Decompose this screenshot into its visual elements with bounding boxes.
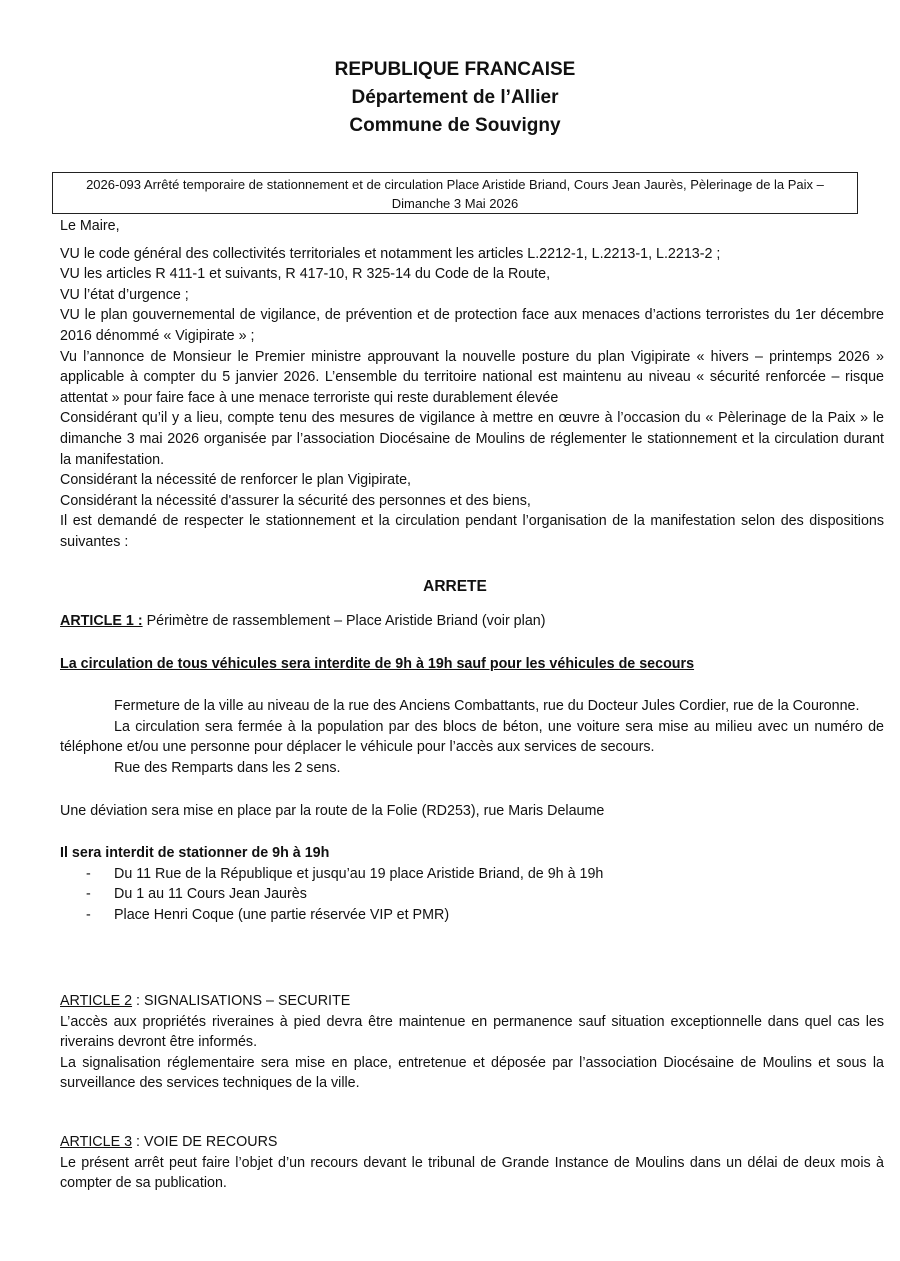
voie-de-recours: Le présent arrêt peut faire l’objet d’un recours devant le tribunal de Grande Instance de Moulins dans un délai de deux mois à compter de sa publication. — [60, 1154, 884, 1192]
fermeture-ville: Fermeture de la ville au niveau de la rue des Anciens Combattants, rue du Docteur Jules Cordier, rue de la Couronne. — [114, 698, 860, 715]
article-2-title: : SIGNALISATIONS – SECURITE — [132, 993, 351, 1009]
header-departement: Département de l’Allier — [351, 87, 559, 108]
considerant-vigipirate: Considérant la nécessité de renforcer le plan Vigipirate, — [60, 472, 412, 489]
arrete-reference-text: 2026-093 Arrêté temporaire de stationnement et de circulation Place Aristide Briand, Cours Jean Jaurès, Pèlerinage de la Paix – Dimanche 3 Mai 2026 — [86, 177, 824, 211]
vu-plan-vigipirate: VU le plan gouvernemental de vigilance, de prévention et de protection face aux menaces d’actions terroristes du 1er décembre 2016 dénommé « Vigipirate » ; — [60, 307, 884, 344]
list-item: - Place Henri Coque (une partie réservée VIP et PMR) — [60, 905, 884, 926]
article-1 — [60, 611, 884, 926]
arrete-reference-box — [52, 172, 858, 214]
list-item: - Du 11 Rue de la République et jusqu’au 19 place Aristide Briand, de 9h à 19h — [60, 864, 884, 885]
article-1-title: Périmètre de rassemblement – Place Aristide Briand (voir plan) — [142, 613, 546, 629]
arrete-title: ARRETE — [423, 578, 487, 595]
acces-riverains: L’accès aux propriétés riveraines à pied devra être maintenue en permanence sauf situation exceptionnelle dans quel cas les riverains devront être informés. — [60, 1013, 884, 1051]
considerant-securite: Considérant la nécessité d'assurer la sécurité des personnes et des biens, — [60, 492, 531, 509]
article-1-label: ARTICLE 1 : — [60, 613, 143, 629]
le-maire: Le Maire, — [60, 218, 120, 234]
article-3 — [60, 1132, 884, 1194]
signalisation: La signalisation réglementaire sera mise en place, entretenue et déposée par l’association Diocésaine de Moulins et sous la surveillance des services techniques de la ville. — [60, 1054, 884, 1092]
demande-respect: Il est demandé de respecter le stationnement et la circulation pendant l’organisation de la manifestation selon des dispositions suivantes : — [60, 513, 884, 550]
considerant-mesures: Considérant qu’il y a lieu, compte tenu des mesures de vigilance à mettre en œuvre à l’occasion du « Pèlerinage de la Paix » le dimanche 3 mai 2026 organisée par l’association Diocésaine de Moulins de réglementer le stationnement et la circulation durant la manifestation. — [60, 410, 884, 468]
stationnement-list — [60, 864, 884, 926]
preamble — [60, 216, 884, 553]
deviation: Une déviation sera mise en place par la route de la Folie (RD253), rue Maris Delaume — [60, 802, 605, 819]
stationnement-heading: Il sera interdit de stationner de 9h à 19h — [60, 845, 330, 862]
article-2 — [60, 991, 884, 1094]
header-republique: REPUBLIQUE FRANCAISE — [334, 59, 576, 80]
blocs-beton: La circulation sera fermée à la population par des blocs de béton, une voiture sera mise au milieu avec un numéro de téléphone et/ou une personne pour déplacer le véhicule pour l’accès aux services de secours. — [60, 718, 884, 756]
article-3-label: ARTICLE 3 — [60, 1134, 133, 1150]
vu-cgct: VU le code général des collectivités territoriales et notamment les articles L.2212-1, L.2213-1, L.2213-2 ; — [60, 245, 721, 262]
article-2-label: ARTICLE 2 — [60, 993, 133, 1009]
vu-annonce-premier-ministre: Vu l’annonce de Monsieur le Premier ministre approuvant la nouvelle posture du plan Vigipirate « hivers – printemps 2026 » applicable à compter du 5 janvier 2026. L’ensemble du territoire national est maintenu au niveau « sécurité renforcée – risque attentat » pour faire face à une menace terroriste qui reste durablement élevée — [60, 348, 884, 406]
article-3-title: : VOIE DE RECOURS — [132, 1134, 278, 1150]
vu-code-route: VU les articles R 411-1 et suivants, R 417-10, R 325-14 du Code de la Route, — [60, 266, 551, 283]
list-item: - Du 1 au 11 Cours Jean Jaurès — [60, 884, 884, 905]
header-commune: Commune de Souvigny — [349, 115, 561, 136]
circulation-heading: La circulation de tous véhicules sera interdite de 9h à 19h sauf pour les véhicules de secours — [60, 655, 695, 672]
document-header — [0, 56, 900, 140]
rue-des-remparts: Rue des Remparts dans les 2 sens. — [114, 759, 341, 776]
vu-etat-urgence: VU l’état d’urgence ; — [60, 286, 189, 303]
